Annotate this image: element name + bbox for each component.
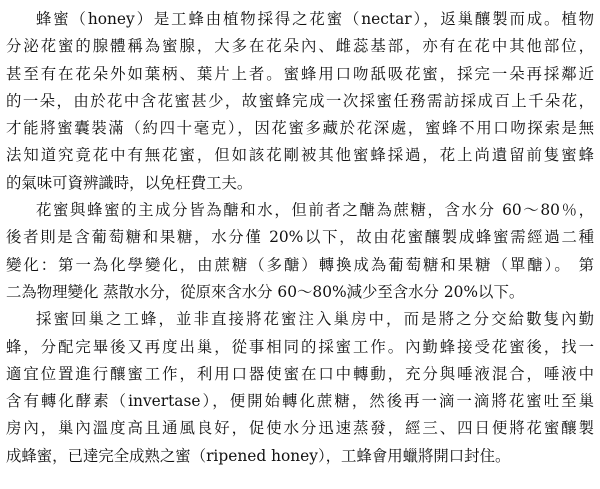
text-line: 分泌花蜜的腺體稱為蜜腺，大多在花朵內、雌蕊基部，亦有在花中其他部位， bbox=[6, 37, 594, 56]
paragraph-composition bbox=[6, 197, 594, 306]
text-line: 甚至有在花朵外如葉柄、葉片上者。蜜蜂用口吻舐吸花蜜，採完一朵再採鄰近 bbox=[6, 64, 594, 83]
text-line: 的氣味可資辨識時，以免枉費工夫。 bbox=[6, 173, 253, 192]
text-line: 適宜位置進行釀蜜工作，利用口器使蜜在口中轉動，充分與唾液混合，唾液中 bbox=[6, 364, 594, 383]
text-line: 含有轉化酵素（invertase），便開始轉化蔗糖，然後再一滴一滴將花蜜吐至巢 bbox=[6, 392, 594, 411]
text-line: 後者則是含葡萄糖和果糖，水分僅 20%以下，故由花蜜釀製成蜂蜜需經過二種 bbox=[6, 228, 594, 247]
text-line: 房內，巢內溫度高且通風良好，促使水分迅速蒸發，經三、四日便將花蜜釀製 bbox=[6, 419, 594, 438]
text-line: 蜂，分配完畢後又再度出巢，從事相同的採蜜工作。內勤蜂接受花蜜後，找一 bbox=[6, 337, 594, 356]
text-line: 蜂蜜（honey）是工蜂由植物採得之花蜜（nectar），返巢釀製而成。植物 bbox=[36, 10, 594, 28]
text-line: 變化：第一為化學變化，由蔗糖（多醣）轉換成為葡萄糖和果糖（單醣）。 第 bbox=[6, 255, 594, 274]
document-body bbox=[6, 6, 594, 470]
text-line: 才能將蜜囊裝滿（約四十毫克），因花蜜多藏於花深處，蜜蜂不用口吻探索是無 bbox=[6, 119, 594, 138]
text-line: 的一朵，由於花中含花蜜甚少，故蜜蜂完成一次採蜜任務需訪採成百上千朵花， bbox=[6, 91, 594, 110]
paragraph-honey-definition bbox=[6, 6, 594, 197]
text-line: 成蜂蜜，已達完全成熟之蜜（ripened honey），工蜂會用蠟將開口封住。 bbox=[6, 446, 511, 465]
text-line: 採蜜回巢之工蜂，並非直接將花蜜注入巢房中，而是將之分交給數隻內勤 bbox=[36, 310, 594, 329]
paragraph-ripening-process bbox=[6, 306, 594, 470]
text-line: 二為物理變化 蒸散水分，從原來含水分 60～80%減少至含水分 20%以下。 bbox=[6, 282, 525, 301]
text-line: 花蜜與蜂蜜的主成分皆為醣和水，但前者之醣為蔗糖，含水分 60～80％， bbox=[36, 201, 594, 220]
text-line: 法知道究竟花中有無花蜜，但如該花剛被其他蜜蜂採過，花上尚遺留前隻蜜蜂 bbox=[6, 146, 594, 165]
